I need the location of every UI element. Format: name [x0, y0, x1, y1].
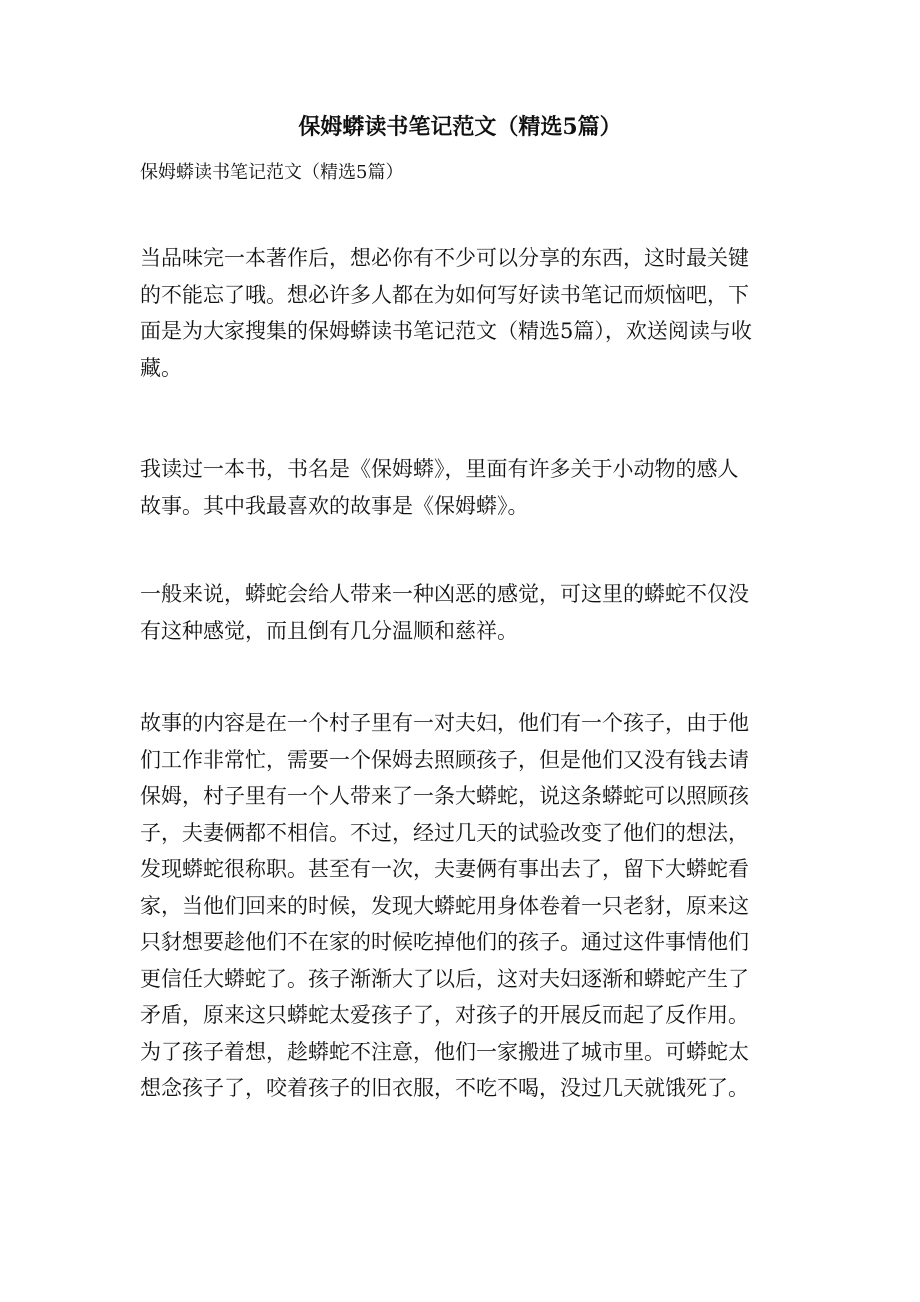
paragraph-line: 保姆，村子里有一个人带来了一条大蟒蛇，说这条蟒蛇可以照顾孩 — [140, 784, 749, 808]
paragraph-line: 藏。 — [140, 355, 182, 380]
paragraph-line: 们工作非常忙，需要一个保姆去照顾孩子，但是他们又没有钱去请 — [140, 747, 749, 772]
paragraph-line: 更信任大蟒蛇了。孩子渐渐大了以后，这对夫妇逐渐和蟒蛇产生了 — [140, 966, 749, 991]
paragraph-intro — [140, 240, 785, 386]
paragraph-line: 一般来说，蟒蛇会给人带来一种凶恶的感觉，可这里的蟒蛇不仅没 — [140, 582, 749, 606]
paragraph-story — [140, 705, 785, 1107]
paragraph-line: 当品味完一本著作后，想必你有不少可以分享的东西，这时最关键 — [140, 246, 749, 270]
document-title: 保姆蟒读书笔记范文（精选5篇） — [298, 114, 622, 140]
paragraph-line: 家，当他们回来的时候，发现大蟒蛇用身体卷着一只老豺，原来这 — [140, 893, 749, 918]
paragraph-line: 只豺想要趁他们不在家的时候吃掉他们的孩子。通过这件事情他们 — [140, 930, 749, 954]
paragraph-line: 的不能忘了哦。想必许多人都在为如何写好读书笔记而烦恼吧，下 — [140, 282, 749, 307]
paragraph-line: 面是为大家搜集的保姆蟒读书笔记范文（精选5篇），欢送阅读与收 — [140, 319, 752, 343]
paragraph-line: 矛盾，原来这只蟒蛇太爱孩子了，对孩子的开展反而起了反作用。 — [140, 1003, 749, 1027]
paragraph-line: 有这种感觉，而且倒有几分温顺和慈祥。 — [140, 618, 518, 643]
paragraph-line: 想念孩子了，咬着孩子的旧衣服，不吃不喝，没过几天就饿死了。 — [140, 1076, 749, 1100]
paragraph-impression — [140, 576, 785, 649]
paragraph-line: 为了孩子着想，趁蟒蛇不注意，他们一家搬进了城市里。可蟒蛇太 — [140, 1039, 749, 1064]
paragraph-line: 发现蟒蛇很称职。甚至有一次，夫妻俩有事出去了，留下大蟒蛇看 — [140, 857, 749, 881]
paragraph-book — [140, 451, 785, 524]
paragraph-line: 我读过一本书，书名是《保姆蟒》，里面有许多关于小动物的感人 — [140, 457, 739, 481]
paragraph-line: 故事。其中我最喜欢的故事是《保姆蟒》。 — [140, 493, 529, 518]
document-subtitle: 保姆蟒读书笔记范文（精选5篇） — [140, 162, 404, 183]
paragraph-line: 故事的内容是在一个村子里有一对夫妇，他们有一个孩子，由于他 — [140, 711, 749, 735]
paragraph-line: 子，夫妻俩都不相信。不过，经过几天的试验改变了他们的想法， — [140, 820, 749, 845]
